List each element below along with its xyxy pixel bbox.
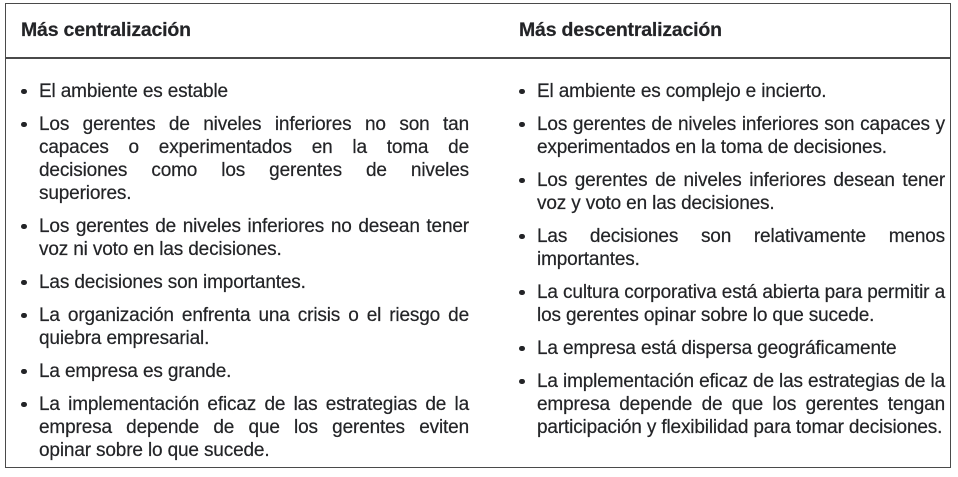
list-item-text: Los gerentes de niveles inferiores no son tan capaces o experimentados en la toma de decisiones como los gerentes de niveles superiores. (39, 114, 469, 204)
list-item (519, 113, 945, 159)
list-item-text: Los gerentes de niveles inferiores son capaces y experimentados en la toma de decisiones. (537, 114, 945, 158)
bullet-icon (519, 379, 525, 385)
bullet-icon (519, 290, 525, 296)
list-item-text: La implementación eficaz de las estrategias de la empresa depende de que los gerentes eviten opinar sobre lo que sucede. (39, 394, 469, 461)
list-item (21, 360, 469, 383)
list-item-text: El ambiente es complejo e incierto. (537, 81, 827, 102)
bullet-icon (21, 224, 27, 230)
bullet-icon (21, 369, 27, 375)
list-item-text: La cultura corporativa está abierta para permitir a los gerentes opinar sobre lo que sucede. (537, 282, 945, 326)
comparison-table (5, 3, 951, 468)
decentralization-list (479, 80, 950, 467)
table-body-row (6, 59, 950, 467)
list-item-text: La organización enfrenta una crisis o el riesgo de quiebra empresarial. (39, 305, 469, 349)
list-item-text: Las decisiones son importantes. (39, 272, 306, 293)
list-item-text: Las decisiones son relativamente menos importantes. (537, 226, 945, 270)
list-item-text: La empresa es grande. (39, 361, 232, 382)
column-header-mas-centralizacion: Más centralización (21, 19, 191, 41)
list-item (519, 80, 945, 103)
bullet-icon (21, 122, 27, 128)
list-item (21, 113, 469, 205)
bullet-icon (21, 280, 27, 286)
centralization-list (6, 80, 479, 467)
list-item (519, 370, 945, 439)
list-item (21, 393, 469, 462)
list-item (519, 169, 945, 215)
bullet-icon (519, 346, 525, 352)
bullet-icon (21, 313, 27, 319)
bullet-icon (21, 89, 27, 95)
list-item (21, 304, 469, 350)
list-item-text: La implementación eficaz de las estrategias de la empresa depende de que los gerentes tengan participación y flexibilidad para tomar decisiones. (537, 371, 945, 438)
list-item (519, 281, 945, 327)
list-item-text: Los gerentes de niveles inferiores desean tener voz y voto en las decisiones. (537, 170, 945, 214)
list-item (519, 225, 945, 271)
table-header-row (6, 4, 950, 59)
bullet-icon (519, 178, 525, 184)
list-item-text: Los gerentes de niveles inferiores no desean tener voz ni voto en las decisiones. (39, 216, 469, 260)
list-item-text: La empresa está dispersa geográficamente (537, 338, 897, 359)
column-header-mas-descentralizacion: Más descentralización (519, 19, 722, 41)
bullet-icon (519, 122, 525, 128)
list-item-text: El ambiente es estable (39, 81, 228, 102)
list-item (21, 80, 469, 103)
bullet-icon (519, 234, 525, 240)
list-item (21, 215, 469, 261)
bullet-icon (21, 402, 27, 408)
bullet-icon (519, 89, 525, 95)
list-item (21, 271, 469, 294)
list-item (519, 337, 945, 360)
